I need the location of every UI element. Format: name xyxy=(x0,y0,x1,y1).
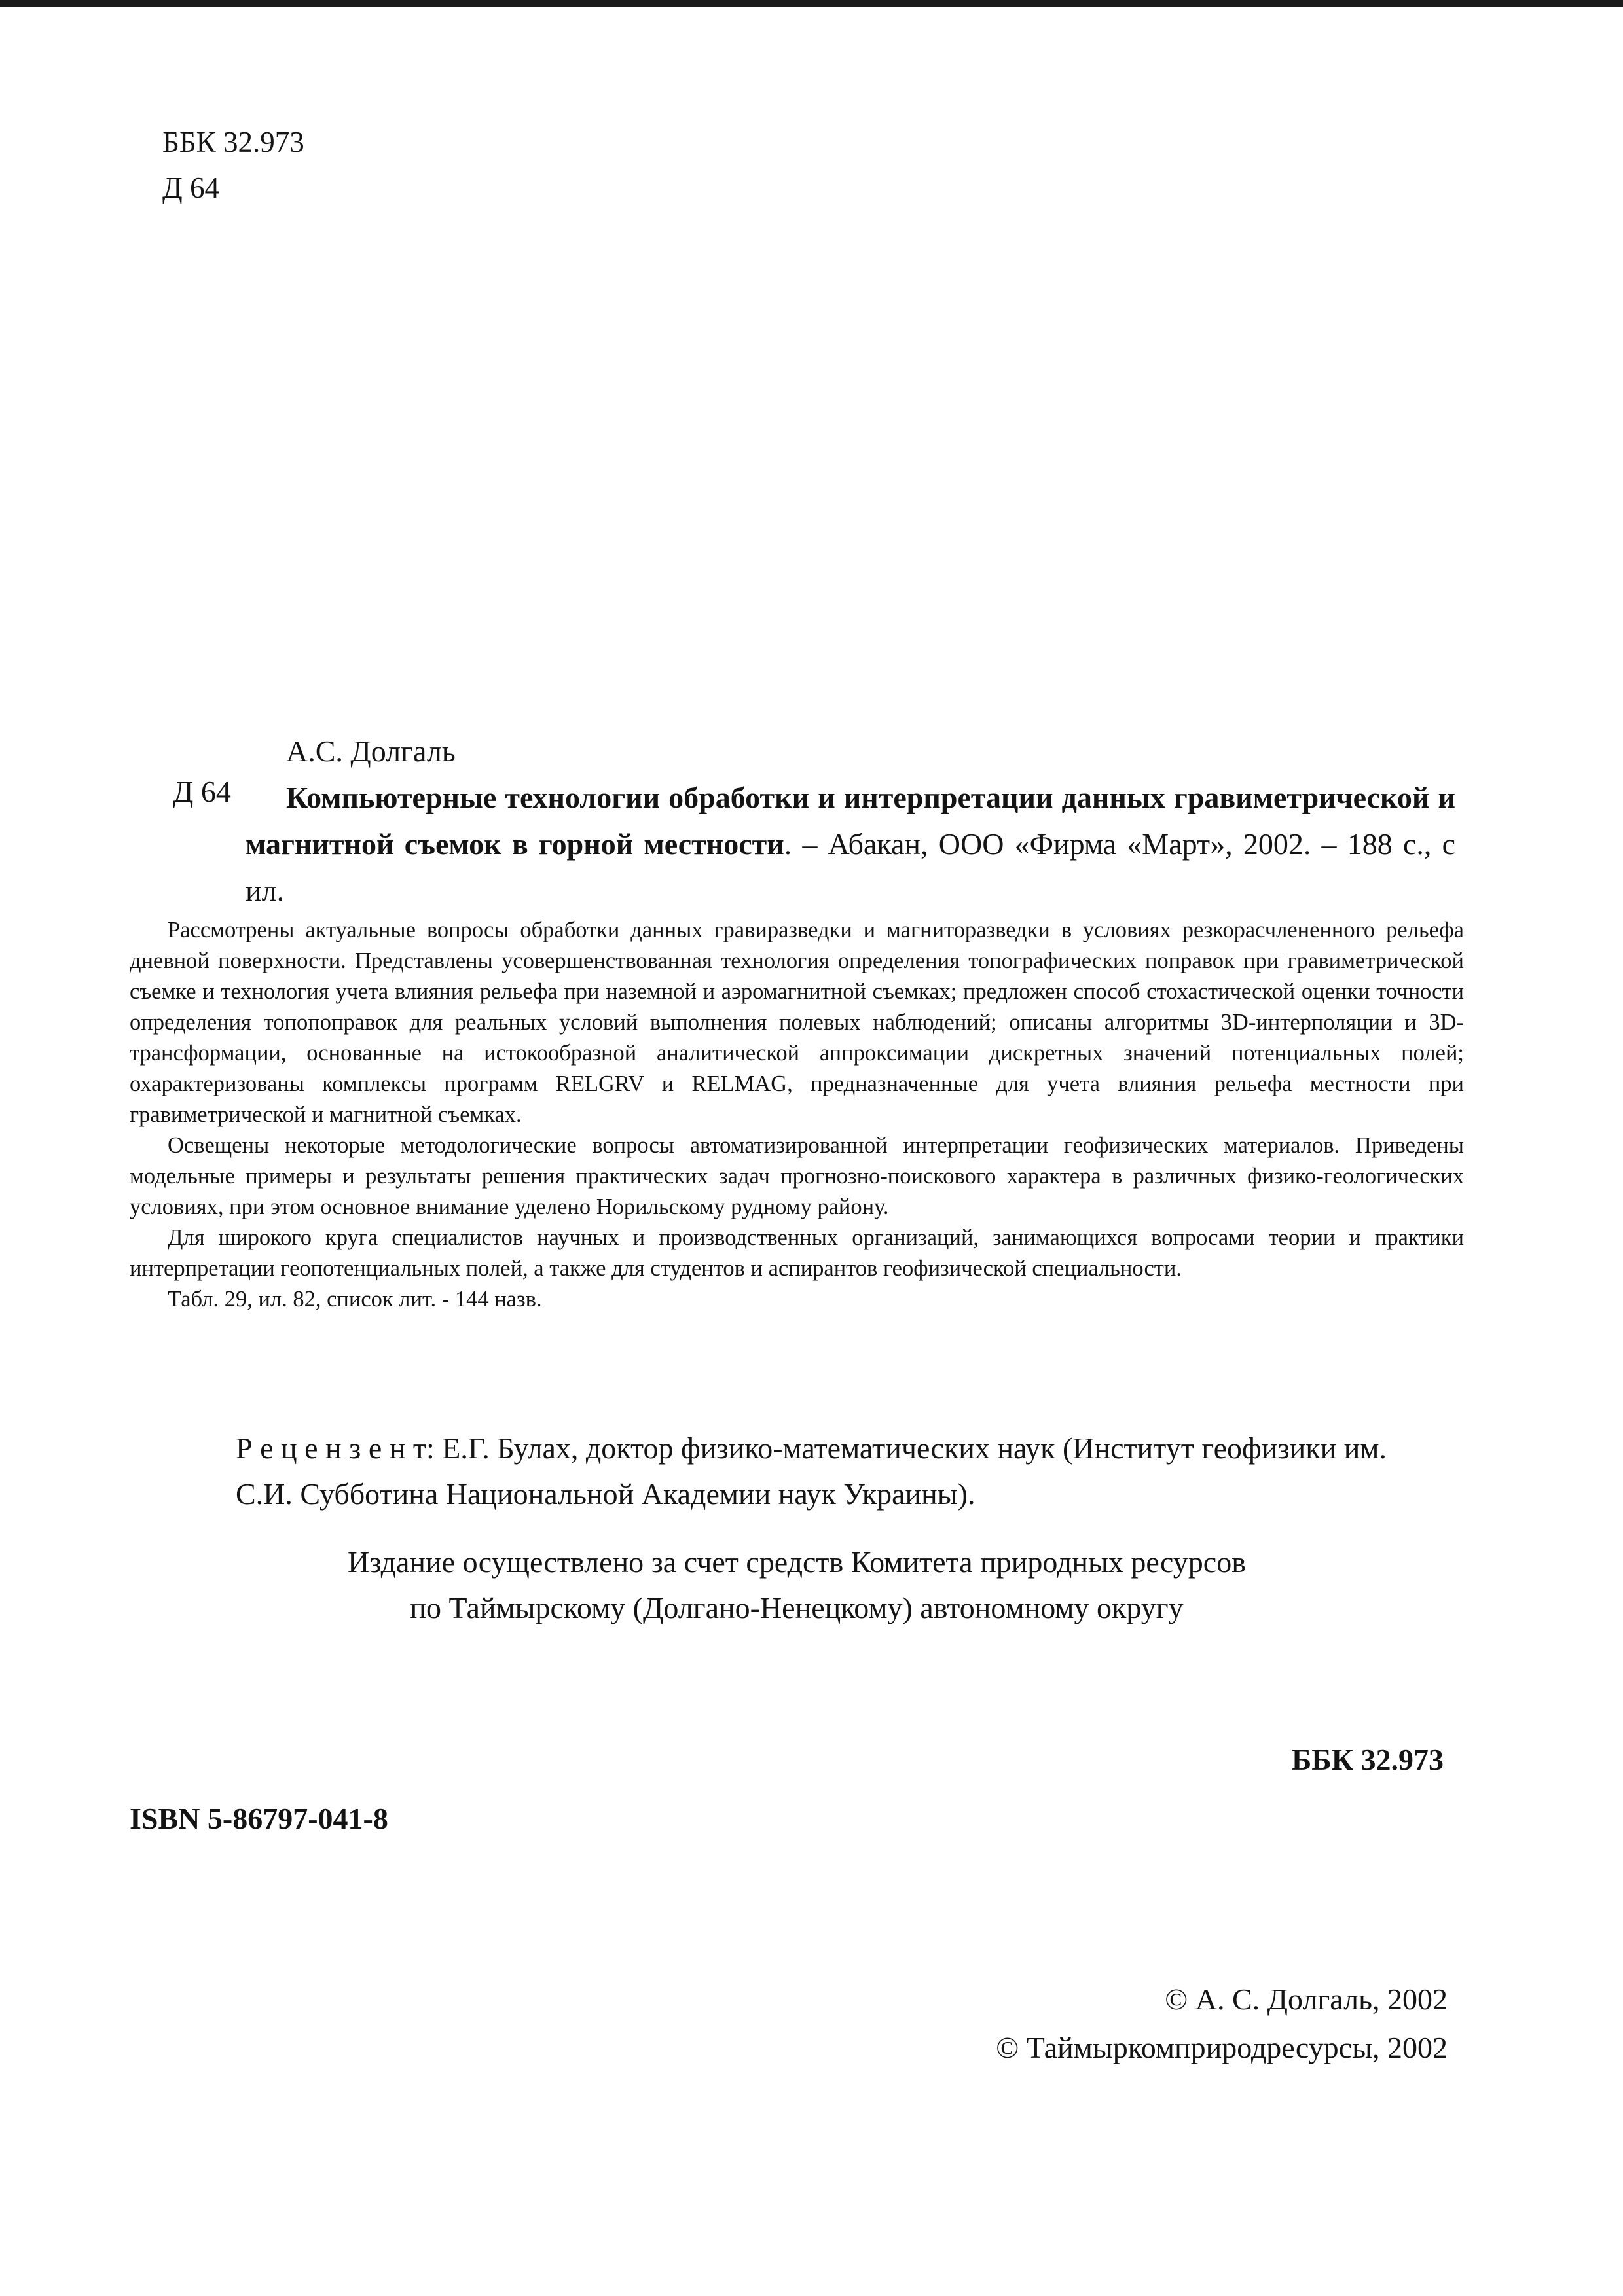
bibliographic-entry xyxy=(246,728,1455,914)
copyright-block xyxy=(996,1975,1448,2072)
annotation-para-3: Для широкого круга специалистов научных и производственных организаций, занимающихся вопросами теории и практики интерпретации геопотенциальных полей, а также для студентов и аспирантов геофизической специальности. xyxy=(130,1225,1464,1281)
reviewer-note: Р е ц е н з е н т: Е.Г. Булах, доктор физико-математических наук (Институт геофизики им. С.И. Субботина Национальной Академии наук Украины). xyxy=(236,1431,1387,1511)
annotation-stats: Табл. 29, ил. 82, список лит. - 144 назв. xyxy=(168,1287,542,1312)
header-codes xyxy=(162,119,304,211)
copyright-line-1: © А. С. Долгаль, 2002 xyxy=(1165,1982,1448,2016)
isbn: ISBN 5-86797-041-8 xyxy=(130,1802,388,1835)
bbk-code-bottom: ББК 32.973 xyxy=(1291,1743,1444,1776)
bbk-code-top: ББК 32.973 xyxy=(162,126,304,158)
annotation-block xyxy=(130,915,1464,1315)
copyright-line-2: © Таймыркомприродресурсы, 2002 xyxy=(996,2031,1448,2064)
biblio-author: А.С. Долгаль xyxy=(286,734,456,768)
biblio-title xyxy=(246,774,1455,914)
biblio-title-bold: Компьютерные технологии обработки и интерпретации данных гравиметрической и магнитной съемок в горной местности xyxy=(246,781,1455,861)
biblio-index: Д 64 xyxy=(173,775,231,808)
biblio-title-tail: . – Абакан, ООО «Фирма «Март», 2002. – 188 с., с ил. xyxy=(246,827,1455,907)
annotation-para-2: Освещены некоторые методологические вопросы автоматизированной интерпретации геофизических материалов. Приведены модельные примеры и результаты решения практических задач прогнозно-поискового характера в различных физико-геологических условиях, при этом основное внимание уделено Норильскому рудному району. xyxy=(130,1133,1464,1219)
funding-line-1: Издание осуществлено за счет средств Комитета природных ресурсов xyxy=(348,1545,1246,1579)
funding-line-2: по Таймырскому (Долгано-Ненецкому) автономному округу xyxy=(410,1591,1184,1624)
scan-edge-artifact xyxy=(0,0,1623,7)
funding-note xyxy=(130,1539,1464,1631)
author-sign-code-top: Д 64 xyxy=(162,171,219,204)
annotation-para-1: Рассмотрены актуальные вопросы обработки данных гравиразведки и магниторазведки в условиях резкорасчлененного рельефа дневной поверхности. Представлены усовершенствованная технология определения топографических поправок при гравиметрической съемке и технология учета влияния рельефа при наземной и аэромагнитной съемках; предложен способ стохастической оценки точности определения топопоправок для реальных условий выполнения полевых наблюдений; описаны алгоритмы 3D-интерполяции и 3D-трансформации, основанные на истокообразной аналитической аппроксимации дискретных значений потенциальных полей; охарактеризованы комплексы программ RELGRV и RELMAG, предназначенные для учета влияния рельефа местности при гравиметрической и магнитной съемках. xyxy=(130,918,1464,1127)
